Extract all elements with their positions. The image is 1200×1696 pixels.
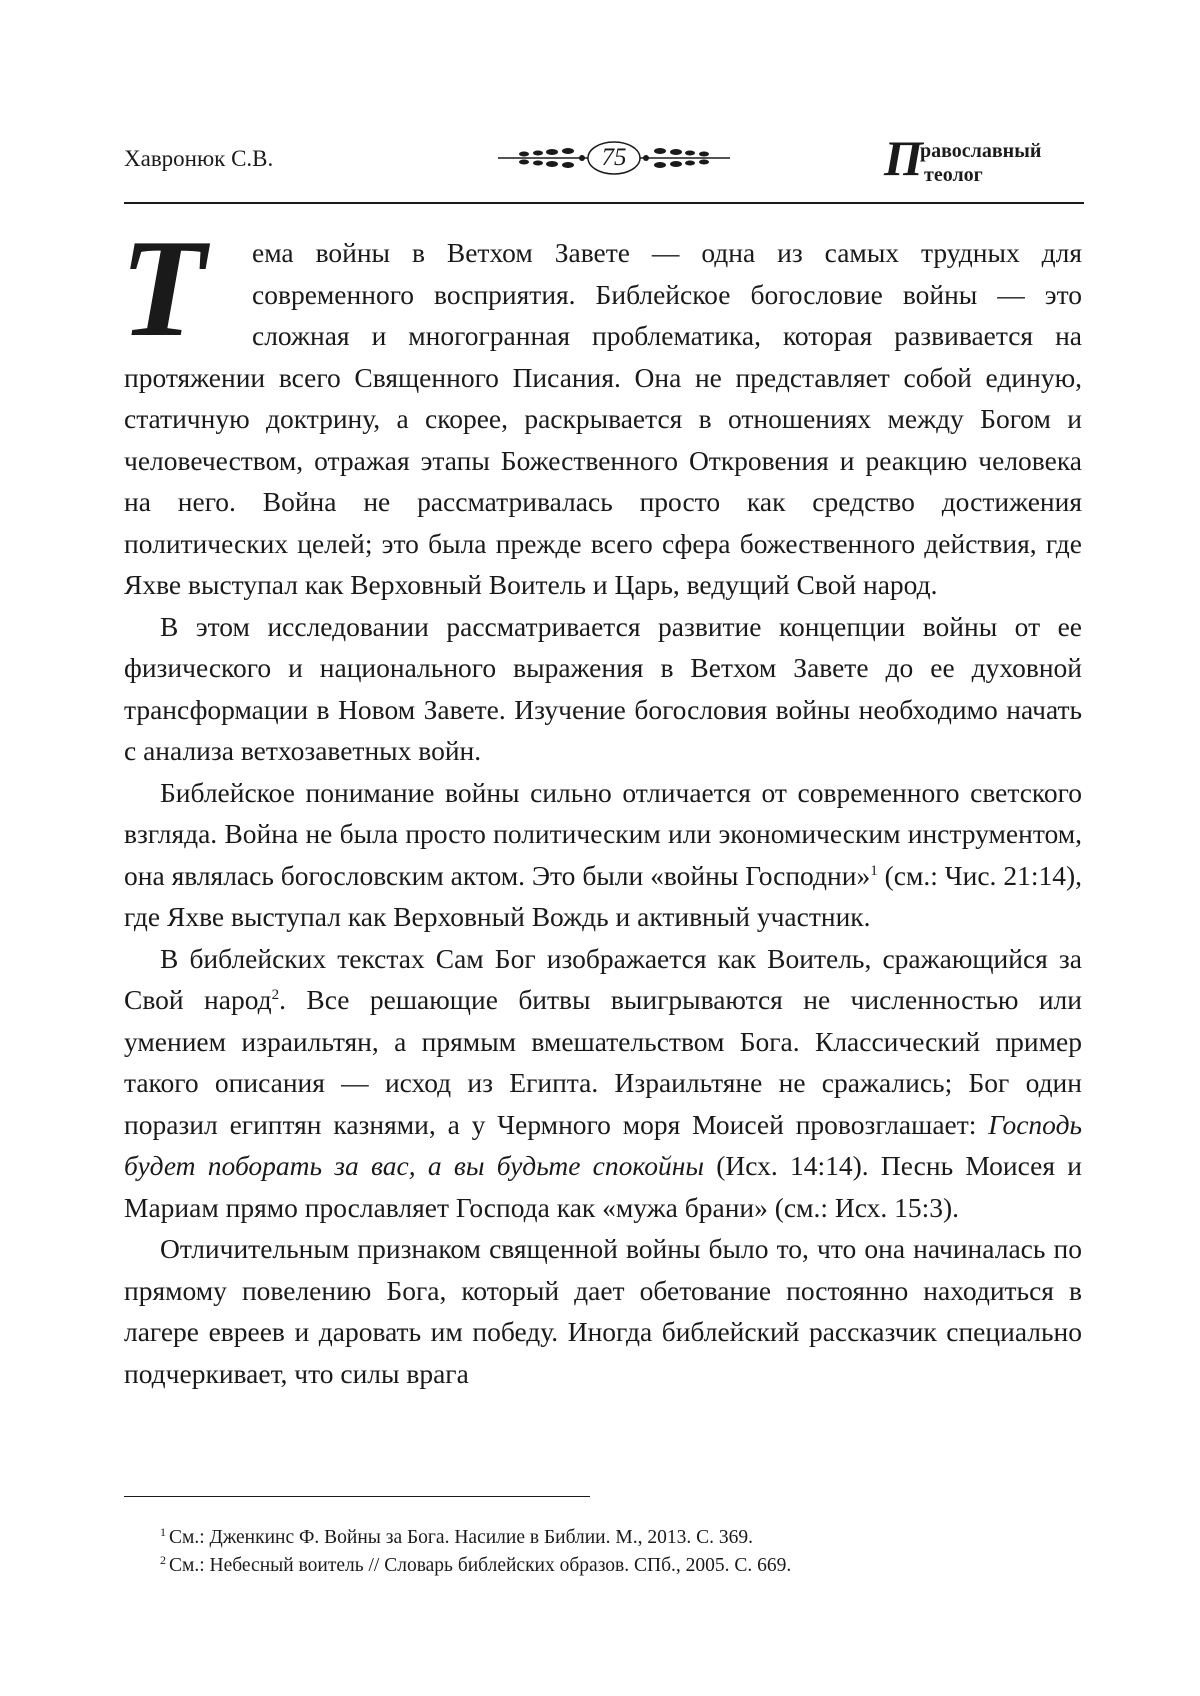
logo-initial: П — [884, 130, 923, 186]
footnote-ref-2[interactable]: 2 — [271, 987, 280, 1003]
paragraph-3 — [124, 772, 1082, 938]
footnote-2 — [160, 1552, 791, 1580]
footnote-1-mark: 1 — [160, 1525, 166, 1539]
footnote-1 — [160, 1524, 791, 1552]
paragraph-1 — [120, 211, 1082, 606]
logo-line-2: теолог — [924, 164, 983, 186]
paragraph-4-text-b: . Все решающие битвы выигрываются не численностью или умением израильтян, а прямым вмешательством Бога. Классический пример такого описания — исход из Египта. Израильтяне не сражались; Бог один поразил египтян казнями, а у Чермного моря Моисей провозглашает: — [124, 984, 1082, 1140]
paragraph-4 — [124, 938, 1082, 1229]
journal-logo — [884, 130, 1084, 188]
footnote-rule — [124, 1496, 590, 1497]
paragraph-4-text-c: (Исх. 14:14). Песнь Моисея и Мариам прямо прославляет Господа как «мужа брани» (см.: Исх. 15:3). — [124, 1150, 1082, 1223]
page-number-ornament — [494, 138, 734, 178]
article-body — [120, 211, 1082, 1394]
page-number: 75 — [601, 144, 627, 171]
logo-line-1: равославный — [920, 140, 1042, 162]
running-author: Хавронюк С.В. — [124, 146, 274, 171]
paragraph-3-text-b: (см.: Чис. 21:14), где Яхве выступал как Верховный Вождь и активный участник. — [124, 859, 1082, 932]
paragraph-5: Отличительным признаком священной войны было то, что она начиналась по прямому повелению Бога, который дает обетование постоянно находиться в лагере евреев и даровать им победу. Иногда библейский рассказчик специально подчеркивает, что силы врага — [124, 1233, 1082, 1389]
header-rule — [124, 202, 1084, 204]
paragraph-4-text-a: В библейских текстах Сам Бог изображается как Воитель, сражающийся за Свой народ — [124, 942, 1082, 1015]
page-header — [124, 130, 1084, 206]
footnote-1-text: См.: Дженкинс Ф. Войны за Бога. Насилие в Библии. М., 2013. С. 369. — [169, 1527, 753, 1548]
paragraph-1-text: ема войны в Ветхом Завете — одна из самых трудных для современного восприятия. Библейское богословие войны — это сложная и многогранная проблематика, которая развивается на протяжении всего Священного Писания. Она не представляет собой единую, статичную доктрину, а скорее, раскрывается в отношениях между Богом и человечеством, отражая этапы Божественного Откровения и реакцию человека на него. Война не рассматривалась просто как средство достижения политических целей; это была прежде всего сфера божественного действия, где Яхве выступал как Верховный Воитель и Царь, ведущий Свой народ. — [124, 237, 1082, 600]
paragraph-2: В этом исследовании рассматривается развитие концепции войны от ее физического и национального выражения в Ветхом Завете до ее духовной трансформации в Новом Завете. Изучение богословия войны необходимо начать с анализа ветхозаветных войн. — [124, 610, 1082, 766]
footnote-ref-1[interactable]: 1 — [870, 862, 878, 879]
drop-cap: Т — [120, 211, 206, 366]
footnote-2-text: См.: Небесный воитель // Словарь библейских образов. СПб., 2005. С. 669. — [169, 1555, 792, 1576]
scripture-quote: Господь будет поборать за вас, а вы будьте спокойны — [124, 1108, 1082, 1181]
footnote-2-mark: 2 — [160, 1553, 166, 1567]
footnotes — [160, 1524, 791, 1580]
paragraph-3-text-a: Библейское понимание войны сильно отличается от современного светского взгляда. Война не была просто политическим или экономическим инструментом, она являлась богословским актом. Это были «войны Господни» — [124, 776, 1082, 891]
